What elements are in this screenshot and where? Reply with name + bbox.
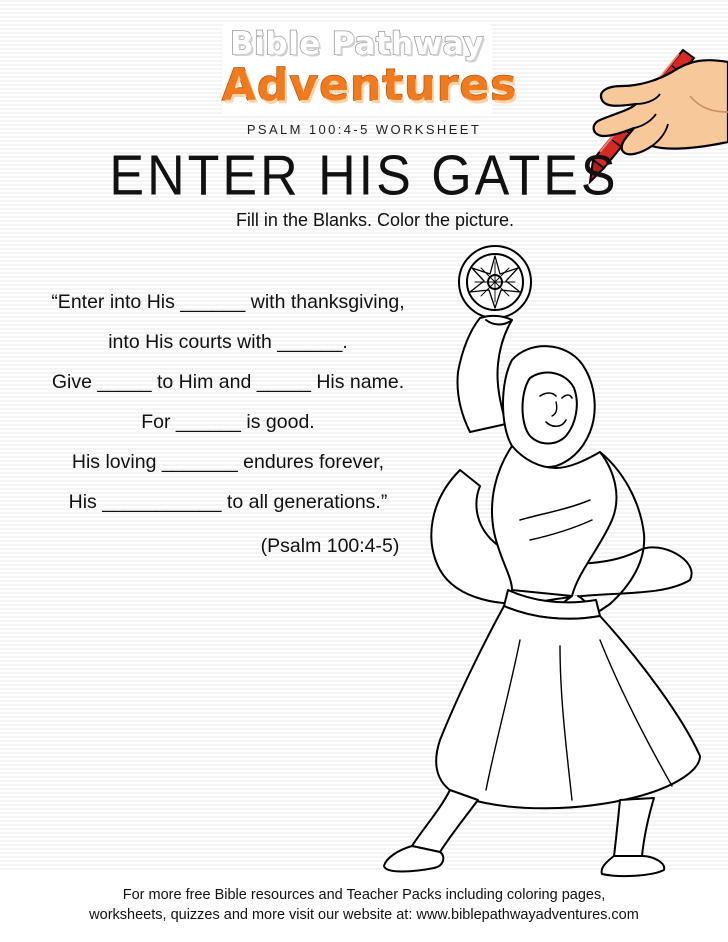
worksheet-subtitle: PSALM 100:4-5 WORKSHEET <box>246 122 482 137</box>
verse-line: Give _____ to Him and _____ His name. <box>51 371 405 393</box>
footer-line: For more free Bible resources and Teacher Packs including coloring pages, <box>122 887 606 903</box>
verse-line: “Enter into His ______ with thanksgiving, <box>51 291 405 313</box>
footer <box>0 885 728 925</box>
logo-text-bottom: Adventures <box>222 60 518 111</box>
verse-line: His ___________ to all generations.” <box>68 491 388 513</box>
verse-citation: (Psalm 100:4-5) <box>260 535 400 557</box>
page-title: ENTER HIS GATES <box>109 144 619 208</box>
verse-line: For ______ is good. <box>141 411 315 433</box>
tambourine-icon <box>459 246 531 318</box>
logo-text-top: Bible Pathway <box>230 26 484 62</box>
verse-line: His loving _______ endures forever, <box>71 451 385 473</box>
instructions: Fill in the Blanks. Color the picture. <box>235 210 515 230</box>
verse-line: into His courts with ______. <box>108 331 348 353</box>
footer-line: worksheets, quizzes and more visit our website at: www.biblepathwayadventures.com <box>89 907 639 923</box>
